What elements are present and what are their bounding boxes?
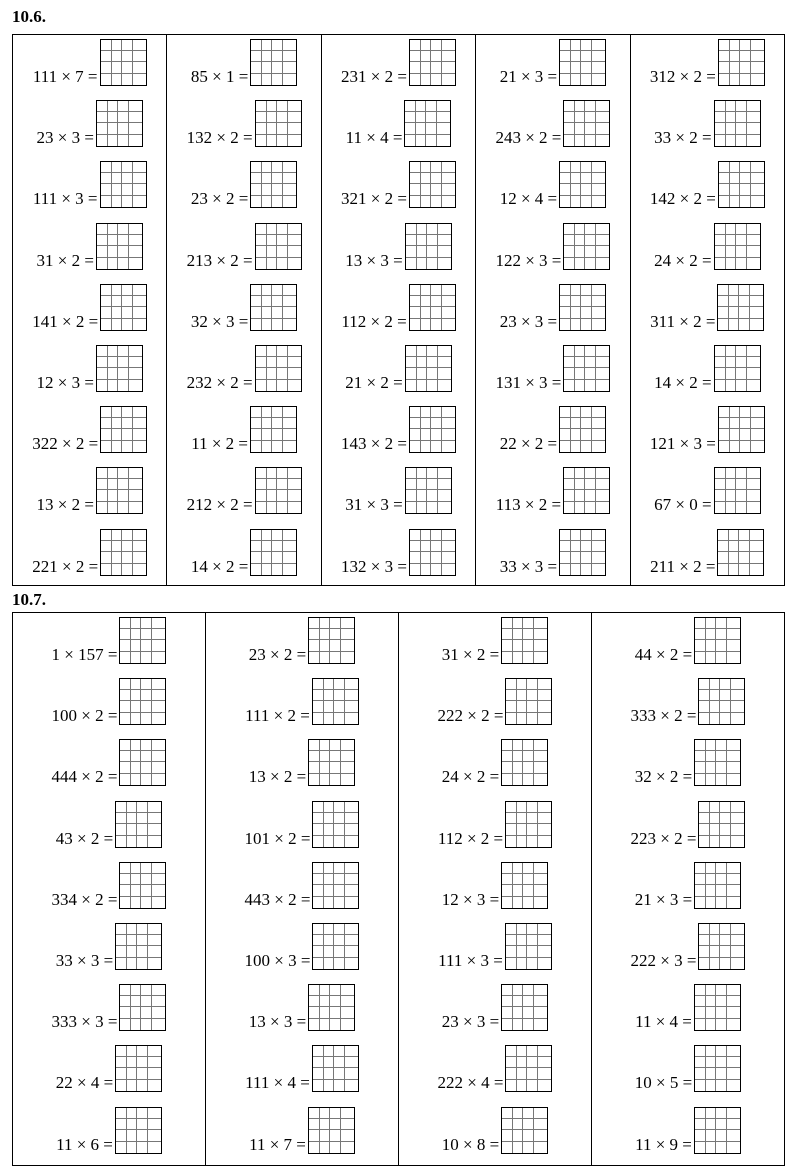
- exercise-row: [399, 1044, 591, 1092]
- exercise-row: [476, 466, 629, 514]
- exercise-row: [322, 344, 475, 392]
- answer-grid[interactable]: [714, 467, 761, 514]
- exercise-row: [167, 222, 320, 270]
- exercise-row: [13, 466, 166, 514]
- section-title-10-7: 10.7.: [12, 590, 46, 609]
- exercise-row: [476, 222, 629, 270]
- exercise-row: [399, 738, 591, 786]
- multiplication-expression: 33 × 2 =: [654, 128, 712, 148]
- multiplication-expression: 333 × 3 =: [51, 1012, 118, 1032]
- exercise-row: [167, 344, 320, 392]
- answer-grid[interactable]: [714, 345, 761, 392]
- answer-grid[interactable]: [308, 1107, 355, 1154]
- multiplication-expression: 10 × 8 =: [441, 1134, 500, 1154]
- answer-grid[interactable]: [119, 862, 166, 909]
- exercise-row: [13, 800, 205, 848]
- exercise-row: [322, 405, 475, 453]
- exercise-column: [13, 613, 205, 1165]
- exercise-row: [399, 1106, 591, 1154]
- answer-grid[interactable]: [119, 984, 166, 1031]
- exercise-row: [476, 344, 629, 392]
- multiplication-expression: 222 × 2 =: [437, 706, 504, 726]
- answer-grid[interactable]: [559, 529, 606, 576]
- answer-grid[interactable]: [250, 284, 297, 331]
- exercise-row: [206, 677, 398, 725]
- exercise-column: [205, 613, 398, 1165]
- exercise-row: [476, 405, 629, 453]
- multiplication-expression: 13 × 3 =: [345, 250, 403, 270]
- exercise-row: [206, 738, 398, 786]
- answer-grid[interactable]: [405, 467, 452, 514]
- exercise-column: [591, 613, 784, 1165]
- exercise-row: [322, 38, 475, 86]
- multiplication-expression: 334 × 2 =: [51, 889, 118, 909]
- answer-grid[interactable]: [255, 467, 302, 514]
- answer-grid[interactable]: [115, 923, 162, 970]
- exercise-column: [13, 35, 166, 585]
- multiplication-expression: 14 × 2 =: [654, 373, 712, 392]
- multiplication-expression: 31 × 2 =: [36, 250, 94, 270]
- exercise-row: [476, 160, 629, 208]
- exercise-row: [631, 222, 784, 270]
- answer-grid[interactable]: [100, 406, 147, 453]
- answer-grid[interactable]: [312, 678, 359, 725]
- answer-grid[interactable]: [312, 801, 359, 848]
- multiplication-expression: 312 × 2 =: [649, 67, 716, 86]
- exercise-row: [167, 528, 320, 576]
- multiplication-expression: 21 × 3 =: [634, 889, 693, 909]
- multiplication-expression: 121 × 3 =: [649, 434, 716, 454]
- exercise-row: [13, 677, 205, 725]
- multiplication-expression: 32 × 2 =: [634, 767, 693, 787]
- exercise-row: [322, 528, 475, 576]
- exercise-row: [167, 466, 320, 514]
- answer-grid[interactable]: [694, 739, 741, 786]
- exercise-row: [322, 466, 475, 514]
- multiplication-expression: 12 × 3 =: [36, 373, 94, 392]
- multiplication-expression: 223 × 2 =: [630, 828, 697, 848]
- exercise-column: [630, 35, 784, 585]
- exercise-table-10-6: [12, 34, 785, 586]
- multiplication-expression: 101 × 2 =: [244, 828, 311, 848]
- answer-grid[interactable]: [501, 739, 548, 786]
- answer-grid[interactable]: [250, 529, 297, 576]
- multiplication-expression: 111 × 7 =: [32, 67, 98, 86]
- multiplication-expression: 112 × 2 =: [341, 311, 407, 331]
- answer-grid[interactable]: [559, 406, 606, 453]
- multiplication-expression: 443 × 2 =: [244, 889, 311, 909]
- answer-grid[interactable]: [694, 984, 741, 1031]
- answer-grid[interactable]: [505, 1045, 552, 1092]
- exercise-row: [13, 405, 166, 453]
- answer-grid[interactable]: [405, 223, 452, 270]
- exercise-row: [206, 861, 398, 909]
- exercise-row: [592, 922, 784, 970]
- exercise-row: [322, 160, 475, 208]
- answer-grid[interactable]: [250, 39, 297, 86]
- multiplication-expression: 100 × 2 =: [51, 706, 118, 726]
- answer-grid[interactable]: [714, 223, 761, 270]
- answer-grid[interactable]: [255, 223, 302, 270]
- answer-grid[interactable]: [717, 284, 764, 331]
- exercise-row: [476, 283, 629, 331]
- multiplication-expression: 11 × 4 =: [635, 1012, 692, 1032]
- multiplication-expression: 222 × 3 =: [630, 951, 697, 970]
- exercise-row: [13, 1106, 205, 1154]
- answer-grid[interactable]: [694, 1107, 741, 1154]
- answer-grid[interactable]: [409, 284, 456, 331]
- multiplication-expression: 85 × 1 =: [190, 67, 249, 86]
- answer-grid[interactable]: [100, 284, 147, 331]
- multiplication-expression: 24 × 2 =: [441, 767, 500, 787]
- exercise-row: [592, 1106, 784, 1154]
- multiplication-expression: 132 × 3 =: [341, 556, 407, 576]
- answer-grid[interactable]: [559, 39, 606, 86]
- multiplication-expression: 32 × 3 =: [190, 311, 249, 331]
- multiplication-expression: 311 × 2 =: [650, 311, 716, 331]
- answer-grid[interactable]: [250, 161, 297, 208]
- multiplication-expression: 212 × 2 =: [186, 495, 253, 515]
- multiplication-expression: 67 × 0 =: [654, 495, 712, 515]
- multiplication-expression: 23 × 3 =: [36, 128, 94, 148]
- exercise-row: [167, 283, 320, 331]
- multiplication-expression: 12 × 3 =: [441, 889, 500, 909]
- answer-grid[interactable]: [559, 284, 606, 331]
- answer-grid[interactable]: [119, 678, 166, 725]
- multiplication-expression: 23 × 3 =: [441, 1012, 500, 1032]
- exercise-row: [399, 983, 591, 1031]
- answer-grid[interactable]: [563, 467, 610, 514]
- exercise-row: [206, 922, 398, 970]
- exercise-row: [13, 861, 205, 909]
- exercise-row: [631, 283, 784, 331]
- multiplication-expression: 322 × 2 =: [32, 434, 99, 454]
- exercise-row: [13, 38, 166, 86]
- multiplication-expression: 333 × 2 =: [630, 706, 697, 726]
- multiplication-expression: 112 × 2 =: [437, 828, 504, 848]
- multiplication-expression: 243 × 2 =: [495, 128, 562, 148]
- exercise-row: [206, 800, 398, 848]
- answer-grid[interactable]: [718, 406, 765, 453]
- exercise-row: [399, 677, 591, 725]
- exercise-row: [592, 738, 784, 786]
- exercise-row: [592, 1044, 784, 1092]
- answer-grid[interactable]: [308, 617, 355, 664]
- answer-grid[interactable]: [255, 100, 302, 147]
- answer-grid[interactable]: [96, 100, 143, 147]
- multiplication-expression: 132 × 2 =: [186, 128, 253, 148]
- exercise-row: [167, 405, 320, 453]
- multiplication-expression: 211 × 2 =: [650, 556, 716, 576]
- multiplication-expression: 232 × 2 =: [186, 373, 253, 392]
- exercise-column: [398, 613, 591, 1165]
- exercise-row: [13, 616, 205, 664]
- answer-grid[interactable]: [563, 223, 610, 270]
- multiplication-expression: 31 × 2 =: [441, 645, 500, 664]
- answer-grid[interactable]: [409, 529, 456, 576]
- multiplication-expression: 111 × 3 =: [438, 951, 503, 970]
- exercise-row: [631, 160, 784, 208]
- multiplication-expression: 231 × 2 =: [341, 67, 407, 86]
- exercise-row: [322, 222, 475, 270]
- answer-grid[interactable]: [698, 801, 745, 848]
- answer-grid[interactable]: [718, 39, 765, 86]
- exercise-row: [631, 38, 784, 86]
- multiplication-expression: 11 × 2 =: [191, 434, 248, 454]
- answer-grid[interactable]: [115, 1107, 162, 1154]
- multiplication-expression: 12 × 4 =: [499, 189, 558, 209]
- multiplication-expression: 143 × 2 =: [341, 434, 407, 454]
- answer-grid[interactable]: [563, 100, 610, 147]
- exercise-row: [322, 283, 475, 331]
- multiplication-expression: 31 × 3 =: [345, 495, 403, 515]
- multiplication-expression: 111 × 2 =: [245, 706, 310, 726]
- multiplication-expression: 142 × 2 =: [649, 189, 716, 209]
- multiplication-expression: 122 × 3 =: [495, 250, 562, 270]
- answer-grid[interactable]: [100, 39, 147, 86]
- exercise-row: [13, 738, 205, 786]
- answer-grid[interactable]: [694, 1045, 741, 1092]
- exercise-row: [167, 160, 320, 208]
- answer-grid[interactable]: [405, 345, 452, 392]
- exercise-row: [13, 99, 166, 147]
- multiplication-expression: 13 × 2 =: [36, 495, 94, 515]
- exercise-table-10-7: [12, 612, 785, 1166]
- answer-grid[interactable]: [308, 984, 355, 1031]
- multiplication-expression: 33 × 3 =: [55, 951, 114, 970]
- answer-grid[interactable]: [100, 161, 147, 208]
- answer-grid[interactable]: [505, 801, 552, 848]
- exercise-row: [631, 344, 784, 392]
- multiplication-expression: 131 × 3 =: [495, 373, 562, 392]
- exercise-row: [322, 99, 475, 147]
- exercise-row: [476, 38, 629, 86]
- answer-grid[interactable]: [694, 617, 741, 664]
- multiplication-expression: 33 × 3 =: [499, 556, 558, 576]
- answer-grid[interactable]: [717, 529, 764, 576]
- exercise-column: [166, 35, 320, 585]
- multiplication-expression: 24 × 2 =: [654, 250, 712, 270]
- answer-grid[interactable]: [312, 862, 359, 909]
- answer-grid[interactable]: [115, 801, 162, 848]
- multiplication-expression: 113 × 2 =: [495, 495, 562, 515]
- exercise-row: [399, 861, 591, 909]
- exercise-row: [476, 99, 629, 147]
- exercise-row: [13, 528, 166, 576]
- answer-grid[interactable]: [100, 529, 147, 576]
- answer-grid[interactable]: [698, 678, 745, 725]
- multiplication-expression: 444 × 2 =: [51, 767, 118, 787]
- exercise-row: [206, 616, 398, 664]
- answer-grid[interactable]: [505, 678, 552, 725]
- exercise-column: [475, 35, 629, 585]
- answer-grid[interactable]: [718, 161, 765, 208]
- multiplication-expression: 11 × 9 =: [635, 1134, 692, 1154]
- multiplication-expression: 321 × 2 =: [341, 189, 407, 209]
- exercise-row: [13, 983, 205, 1031]
- answer-grid[interactable]: [119, 617, 166, 664]
- exercise-row: [631, 405, 784, 453]
- exercise-row: [13, 283, 166, 331]
- exercise-row: [13, 160, 166, 208]
- multiplication-expression: 21 × 3 =: [499, 67, 558, 86]
- answer-grid[interactable]: [119, 739, 166, 786]
- multiplication-expression: 1 × 157 =: [51, 645, 118, 664]
- exercise-row: [476, 528, 629, 576]
- exercise-row: [631, 528, 784, 576]
- exercise-row: [13, 344, 166, 392]
- multiplication-expression: 23 × 2 =: [190, 189, 249, 209]
- multiplication-expression: 11 × 4 =: [345, 128, 403, 148]
- multiplication-expression: 221 × 2 =: [32, 556, 99, 576]
- answer-grid[interactable]: [698, 923, 745, 970]
- exercise-row: [592, 677, 784, 725]
- answer-grid[interactable]: [501, 984, 548, 1031]
- exercise-row: [399, 800, 591, 848]
- exercise-row: [13, 922, 205, 970]
- multiplication-expression: 23 × 3 =: [499, 311, 558, 331]
- answer-grid[interactable]: [505, 923, 552, 970]
- exercise-row: [13, 222, 166, 270]
- answer-grid[interactable]: [563, 345, 610, 392]
- multiplication-expression: 111 × 4 =: [245, 1073, 310, 1093]
- exercise-row: [206, 1106, 398, 1154]
- answer-grid[interactable]: [694, 862, 741, 909]
- multiplication-expression: 141 × 2 =: [32, 311, 99, 331]
- multiplication-expression: 100 × 3 =: [244, 951, 311, 970]
- section-title-10-6: 10.6.: [12, 7, 46, 26]
- multiplication-expression: 14 × 2 =: [190, 556, 249, 576]
- multiplication-expression: 222 × 4 =: [437, 1073, 504, 1093]
- answer-grid[interactable]: [312, 923, 359, 970]
- exercise-row: [592, 983, 784, 1031]
- exercise-row: [167, 99, 320, 147]
- answer-grid[interactable]: [250, 406, 297, 453]
- multiplication-expression: 11 × 7 =: [249, 1134, 306, 1154]
- exercise-row: [206, 983, 398, 1031]
- answer-grid[interactable]: [409, 39, 456, 86]
- answer-grid[interactable]: [404, 100, 451, 147]
- answer-grid[interactable]: [96, 223, 143, 270]
- multiplication-expression: 13 × 3 =: [248, 1012, 307, 1032]
- exercise-row: [206, 1044, 398, 1092]
- multiplication-expression: 21 × 2 =: [345, 373, 403, 392]
- answer-grid[interactable]: [308, 739, 355, 786]
- exercise-row: [399, 616, 591, 664]
- exercise-row: [592, 616, 784, 664]
- exercise-row: [631, 466, 784, 514]
- answer-grid[interactable]: [96, 467, 143, 514]
- multiplication-expression: 10 × 5 =: [634, 1073, 693, 1093]
- answer-grid[interactable]: [115, 1045, 162, 1092]
- multiplication-expression: 13 × 2 =: [248, 767, 307, 787]
- exercise-column: [321, 35, 475, 585]
- multiplication-expression: 43 × 2 =: [55, 828, 114, 848]
- multiplication-expression: 111 × 3 =: [32, 189, 98, 209]
- answer-grid[interactable]: [255, 345, 302, 392]
- answer-grid[interactable]: [501, 617, 548, 664]
- multiplication-expression: 23 × 2 =: [248, 645, 307, 664]
- answer-grid[interactable]: [501, 862, 548, 909]
- exercise-row: [631, 99, 784, 147]
- multiplication-expression: 213 × 2 =: [186, 250, 253, 270]
- answer-grid[interactable]: [409, 161, 456, 208]
- answer-grid[interactable]: [714, 100, 761, 147]
- answer-grid[interactable]: [501, 1107, 548, 1154]
- exercise-row: [592, 800, 784, 848]
- exercise-row: [167, 38, 320, 86]
- multiplication-expression: 22 × 2 =: [499, 434, 558, 454]
- multiplication-expression: 22 × 4 =: [55, 1073, 114, 1093]
- answer-grid[interactable]: [312, 1045, 359, 1092]
- exercise-row: [13, 1044, 205, 1092]
- multiplication-expression: 11 × 6 =: [56, 1134, 113, 1154]
- answer-grid[interactable]: [96, 345, 143, 392]
- exercise-row: [592, 861, 784, 909]
- answer-grid[interactable]: [409, 406, 456, 453]
- answer-grid[interactable]: [559, 161, 606, 208]
- exercise-row: [399, 922, 591, 970]
- multiplication-expression: 44 × 2 =: [634, 645, 693, 664]
